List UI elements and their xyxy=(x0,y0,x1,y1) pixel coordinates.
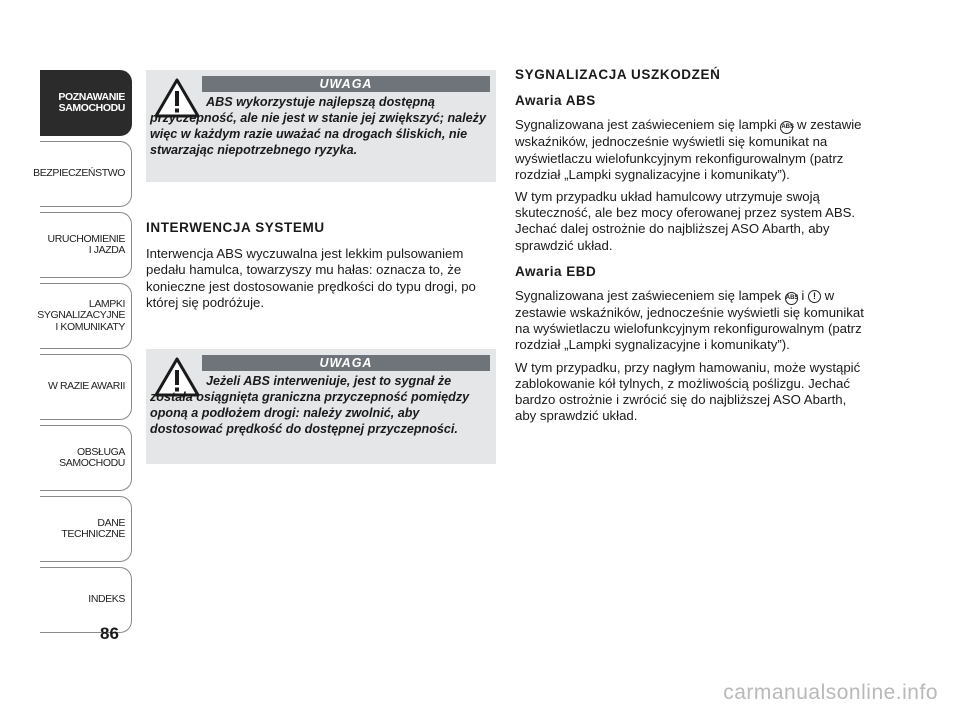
tab-dane-techniczne[interactable]: DANE TECHNICZNE xyxy=(40,496,132,562)
section-title: INTERWENCJA SYSTEMU xyxy=(146,220,325,235)
warning-text: Jeżeli ABS interweniuje, jest to sygnał że została osiągnięta graniczna przyczepność pomiędzy oponą a podłożem drogi: należy zwolnić, aby dostosować prędkość do dostępnej przyczepności. xyxy=(150,374,470,436)
abs-warning-lamp-icon: ABS xyxy=(785,292,798,305)
warning-heading: UWAGA xyxy=(202,355,490,371)
ebd-paragraph-2: W tym przypadku, przy nagłym hamowaniu, może wystąpić zablokowanie kół tylnych, z możliwością poślizgu. Jechać bardzo ostrożnie i zwrócić się do najbliższej ASO Abarth, aby sprawdzić układ. xyxy=(515,359,861,424)
faults-section xyxy=(515,67,865,430)
abs-paragraph-2: W tym przypadku układ hamulcowy utrzymuje swoją skuteczność, ale bez mocy oferowanej przez system ABS. Jechać dalej ostrożnie do najbliższej ASO Abarth, aby sprawdzić układ. xyxy=(515,189,856,253)
subsection-title-ebd: Awaria EBD xyxy=(515,263,597,279)
tab-uruchomienie-i-jazda[interactable]: URUCHOMIENIE I JAZDA xyxy=(40,212,132,278)
warning-box-abs xyxy=(146,70,496,182)
tab-w-razie-awarii[interactable]: W RAZIE AWARII xyxy=(40,354,132,420)
warning-box-intervention xyxy=(146,349,496,464)
section-paragraph: Interwencja ABS wyczuwalna jest lekkim pulsowaniem pedału hamulca, towarzyszy mu hałas: oznacza to, że konieczne jest dostosowanie prędkości do typu drogi, po której się podróżuje. xyxy=(146,246,476,310)
tab-poznawanie-samochodu[interactable]: POZNAWANIE SAMOCHODU xyxy=(40,70,132,136)
subsection-title-abs: Awaria ABS xyxy=(515,93,596,109)
tab-bezpieczenstwo[interactable]: BEZPIECZEŃSTWO xyxy=(40,141,132,207)
tab-indeks[interactable]: INDEKS xyxy=(40,567,132,633)
warning-heading: UWAGA xyxy=(202,76,490,92)
section-title: SYGNALIZACJA USZKODZEŃ xyxy=(515,67,721,82)
tab-lampki-sygnalizacyjne[interactable]: LAMPKI SYGNALIZACYJNE I KOMUNIKATY xyxy=(40,283,132,349)
system-section xyxy=(146,220,498,317)
tab-obsluga-samochodu[interactable]: OBSŁUGA SAMOCHODU xyxy=(40,425,132,491)
watermark: carmanualsonline.info xyxy=(723,681,938,704)
brake-warning-lamp-icon: ! xyxy=(808,290,821,303)
page-number: 86 xyxy=(100,624,119,643)
ebd-paragraph-1: Sygnalizowana jest zaświeceniem się lampek ABS i ! w zestawie wskaźników, jednocześnie wyświetli się komunikat na wyświetlaczu wielofunkcyjnym rekonfigurowalnym (patrz rozdział „Lampki sygnalizacyjne i komunikaty”). xyxy=(515,288,864,353)
abs-paragraph-1: Sygnalizowana jest zaświeceniem się lampki ABS w zestawie wskaźników, jednocześnie wyświetli się komunikat na wyświetlaczu wielofunkcyjnym rekonfigurowalnym (patrz rozdział „Lampki sygnalizacyjne i komunikaty”). xyxy=(515,117,862,182)
abs-warning-lamp-icon: ABS xyxy=(780,121,793,134)
warning-text: ABS wykorzystuje najlepszą dostępną przyczepność, ale nie jest w stanie jej zwiększyć; należy więc w każdym razie uważać na drogach śliskich, nie stwarzając niepotrzebnego ryzyka. xyxy=(150,95,486,157)
